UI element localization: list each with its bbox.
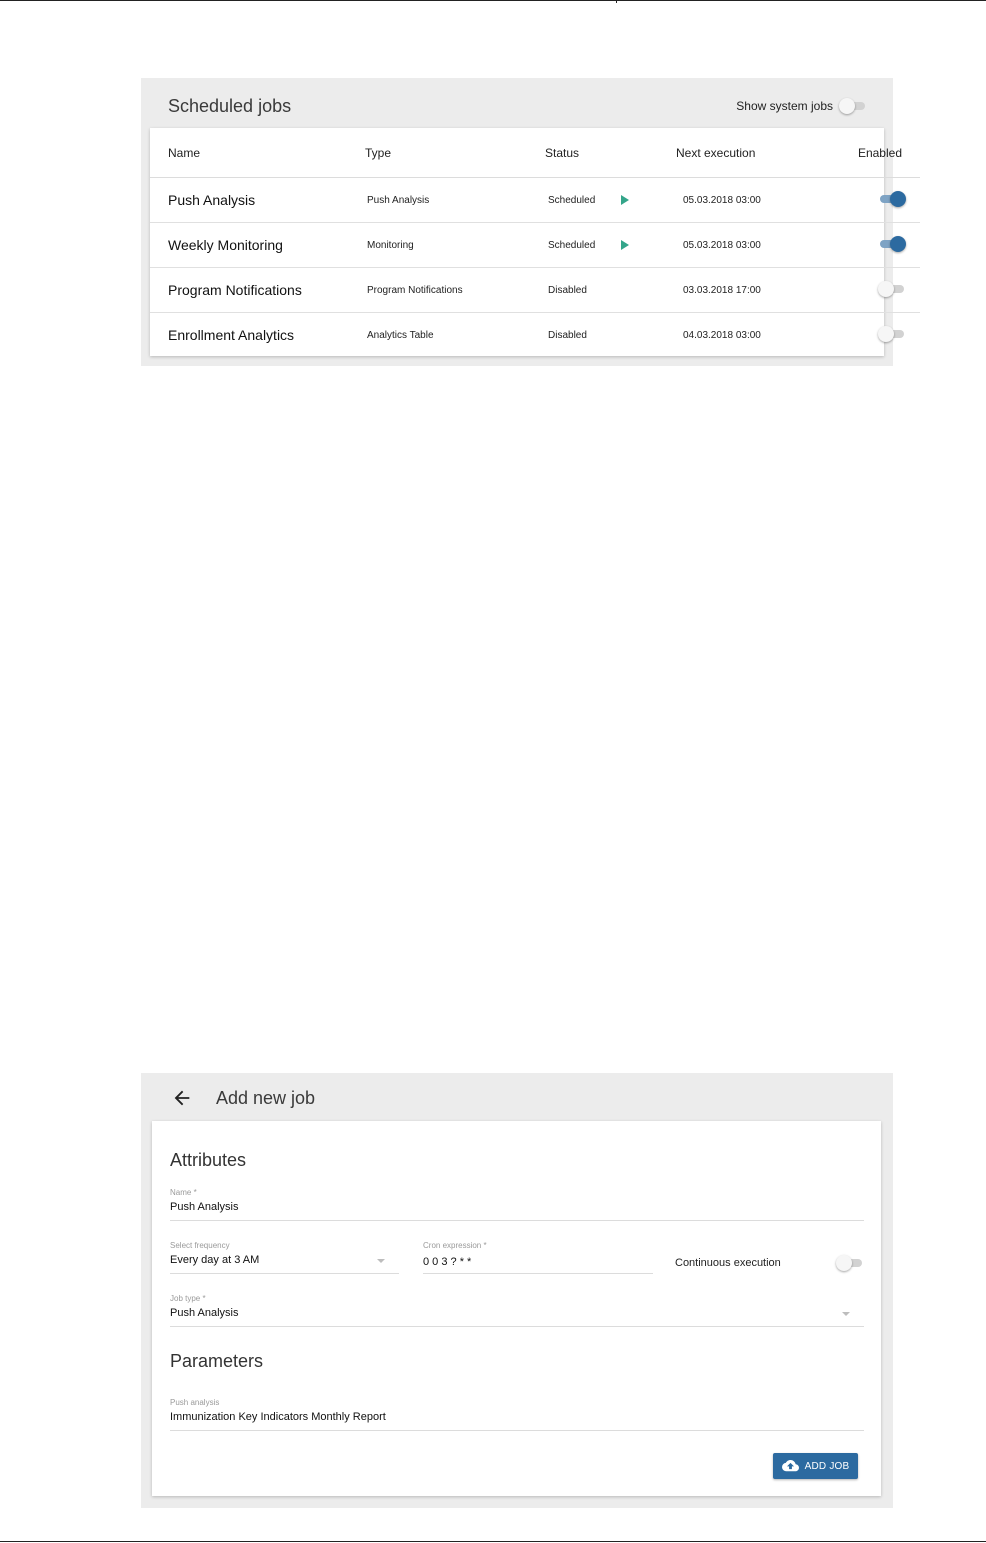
page-top-tick <box>616 0 617 3</box>
job-status: Disabled <box>548 329 587 341</box>
add-job-form-card <box>152 1121 881 1496</box>
job-name: Program Notifications <box>150 268 365 313</box>
job-type: Program Notifications <box>365 268 545 313</box>
frequency-select-label: Select frequency <box>170 1241 230 1250</box>
chevron-down-icon[interactable] <box>377 1259 385 1263</box>
job-enabled-cell <box>801 313 920 358</box>
show-system-jobs-toggle[interactable] <box>839 97 865 115</box>
jobs-table-card <box>150 128 902 356</box>
job-status-cell <box>545 178 676 223</box>
cloud-upload-icon <box>782 1460 799 1472</box>
job-enabled-toggle[interactable] <box>878 325 904 343</box>
arrow-left-icon[interactable] <box>171 1087 193 1109</box>
job-next-execution: 05.03.2018 03:00 <box>676 178 801 223</box>
job-status: Disabled <box>548 284 587 296</box>
push-analysis-label: Push analysis <box>170 1398 220 1407</box>
job-status-cell <box>545 268 676 313</box>
attributes-section-title: Attributes <box>170 1150 247 1170</box>
job-name: Push Analysis <box>150 178 365 223</box>
frequency-select-value: Every day at 3 AM <box>170 1254 260 1266</box>
table-row[interactable] <box>150 268 920 313</box>
jobs-table <box>150 128 920 357</box>
job-name: Enrollment Analytics <box>168 327 295 343</box>
job-next-execution: 05.03.2018 03:00 <box>676 223 801 268</box>
column-header-next-execution[interactable]: Next execution <box>676 128 801 178</box>
job-name: Weekly Monitoring <box>150 223 365 268</box>
job-enabled-toggle[interactable] <box>878 190 904 208</box>
column-header-type[interactable]: Type <box>365 128 545 178</box>
job-type-select-label: Job type * <box>170 1294 206 1303</box>
job-enabled-toggle[interactable] <box>878 280 904 298</box>
scheduled-jobs-title: Scheduled jobs <box>168 96 292 116</box>
table-row[interactable] <box>150 178 920 223</box>
job-type-select[interactable] <box>170 1294 864 1327</box>
add-job-panel <box>141 1073 893 1508</box>
column-header-name[interactable]: Name <box>150 128 365 178</box>
cron-expression-field[interactable] <box>423 1241 653 1274</box>
add-job-button-label: ADD JOB <box>804 1460 850 1472</box>
job-enabled-cell <box>801 268 920 313</box>
push-analysis-value: Immunization Key Indicators Monthly Report <box>170 1411 386 1423</box>
table-row[interactable] <box>150 313 920 358</box>
job-enabled-cell <box>801 178 920 223</box>
show-system-jobs-label: Show system jobs <box>736 99 833 113</box>
frequency-select[interactable] <box>170 1241 399 1274</box>
name-field-label: Name * <box>170 1188 197 1197</box>
job-next-execution: 04.03.2018 03:00 <box>683 329 761 341</box>
name-field[interactable] <box>170 1188 864 1221</box>
job-enabled-cell <box>801 223 920 268</box>
job-status-cell <box>545 313 676 358</box>
table-row[interactable] <box>150 223 920 268</box>
cron-expression-label: Cron expression * <box>423 1241 487 1250</box>
job-type: Monitoring <box>365 223 545 268</box>
push-analysis-field[interactable] <box>170 1398 864 1431</box>
page-bottom-rule <box>0 1541 986 1542</box>
column-header-status[interactable]: Status <box>545 128 676 178</box>
job-status: Scheduled <box>548 194 596 206</box>
show-system-jobs-control <box>736 97 865 115</box>
job-type-select-value: Push Analysis <box>170 1307 239 1319</box>
job-type: Push Analysis <box>365 178 545 223</box>
table-header-row <box>150 128 920 178</box>
add-job-button[interactable] <box>773 1453 858 1479</box>
play-icon[interactable] <box>621 240 629 250</box>
continuous-execution-toggle[interactable] <box>836 1254 862 1272</box>
job-status: Scheduled <box>548 239 596 251</box>
parameters-section-title: Parameters <box>170 1351 264 1371</box>
play-icon[interactable] <box>621 195 629 205</box>
job-enabled-toggle[interactable] <box>878 235 904 253</box>
cron-expression-value: 0 0 3 ? * * <box>423 1256 472 1268</box>
job-status-cell <box>545 223 676 268</box>
continuous-execution-label: Continuous execution <box>675 1257 781 1269</box>
chevron-down-icon[interactable] <box>842 1312 850 1316</box>
job-type: Analytics Table <box>367 329 434 341</box>
column-header-enabled[interactable]: Enabled <box>801 128 920 178</box>
scheduled-jobs-panel <box>141 78 902 366</box>
page-top-rule <box>0 0 986 1</box>
job-next-execution: 03.03.2018 17:00 <box>676 268 801 313</box>
add-job-title: Add new job <box>216 1088 316 1108</box>
name-field-value: Push Analysis <box>170 1201 239 1213</box>
